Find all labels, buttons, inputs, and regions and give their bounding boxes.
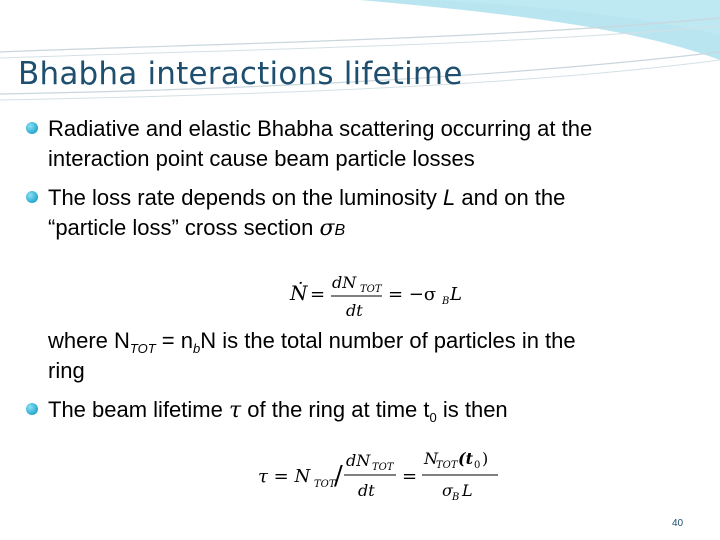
bullet3-text-pre: The beam lifetime [48, 397, 223, 422]
where-text-2: = n [155, 328, 193, 353]
where-text-3: N is the total number of particles in the [200, 328, 576, 353]
eq2-den2-sigma: σ [442, 481, 453, 500]
eq2-den2-sub: B [452, 492, 460, 503]
where-text-1: where N [48, 328, 130, 353]
eq2-num2-sub: TOT [436, 460, 458, 471]
eq1-sigma-sub: B [442, 296, 450, 307]
eq1-lhs: Ṅ [290, 281, 308, 305]
t0-subscript: 0 [429, 410, 437, 425]
slide-title: Bhabha interactions lifetime [18, 56, 463, 92]
bullet3-text-mid: of the ring at time t [247, 397, 430, 422]
sigma-symbol: σ [319, 216, 335, 241]
luminosity-symbol: L [443, 185, 456, 210]
eq1-numerator: dN [332, 273, 357, 292]
eq2-lhs: τ = N [258, 466, 311, 487]
eq2-numerator-sub: TOT [372, 462, 394, 473]
where-line1 [48, 328, 576, 362]
loss-rate-equation [284, 266, 474, 326]
bullet2-text-line2: “particle loss” cross section [48, 215, 314, 240]
bullet-icon [26, 403, 38, 415]
bullet2-line1 [48, 185, 565, 211]
bullet-icon [26, 122, 38, 134]
eq1-numerator-sub: TOT [360, 284, 382, 295]
where-line2: ring [48, 358, 85, 383]
bullet3-text-post: is then [442, 397, 508, 422]
eq2-num2-close: ) [482, 449, 489, 468]
eq1-rhs: = −σ [388, 284, 437, 305]
bullet2-line2 [48, 215, 345, 244]
lifetime-equation [254, 442, 514, 506]
bullet1-line1: Radiative and elastic Bhabha scattering occurring at the [48, 116, 593, 141]
sigma-subscript: B [334, 222, 346, 239]
eq2-num2-arg: (t [458, 449, 473, 468]
bullet1-line2: interaction point cause beam particle losses [48, 146, 475, 171]
where-sub-b: b [193, 341, 201, 356]
where-sub-tot: TOT [129, 341, 156, 356]
bullet-icon [26, 191, 38, 203]
eq2-equals: = [402, 466, 418, 487]
eq1-L: L [450, 284, 462, 305]
eq2-num2-arg-sub: 0 [474, 460, 481, 471]
tau-symbol: τ [228, 398, 242, 423]
eq2-numerator: dN [346, 451, 371, 470]
header-decoration [0, 0, 720, 110]
eq1-denominator: dt [346, 301, 363, 320]
bullet3-line [48, 397, 508, 431]
page-number: 40 [672, 518, 684, 529]
eq2-denominator: dt [358, 481, 375, 500]
eq2-slash: / [334, 461, 343, 491]
eq2-den2-L: L [462, 481, 473, 500]
eq2-lhs-sub: TOT [314, 479, 336, 490]
bullet2-text-pre: The loss rate depends on the luminosity [48, 185, 437, 210]
bullet2-text-mid: and on the [461, 185, 566, 210]
eq1-equals: = [310, 284, 326, 305]
eq2-num2: N [424, 449, 438, 468]
